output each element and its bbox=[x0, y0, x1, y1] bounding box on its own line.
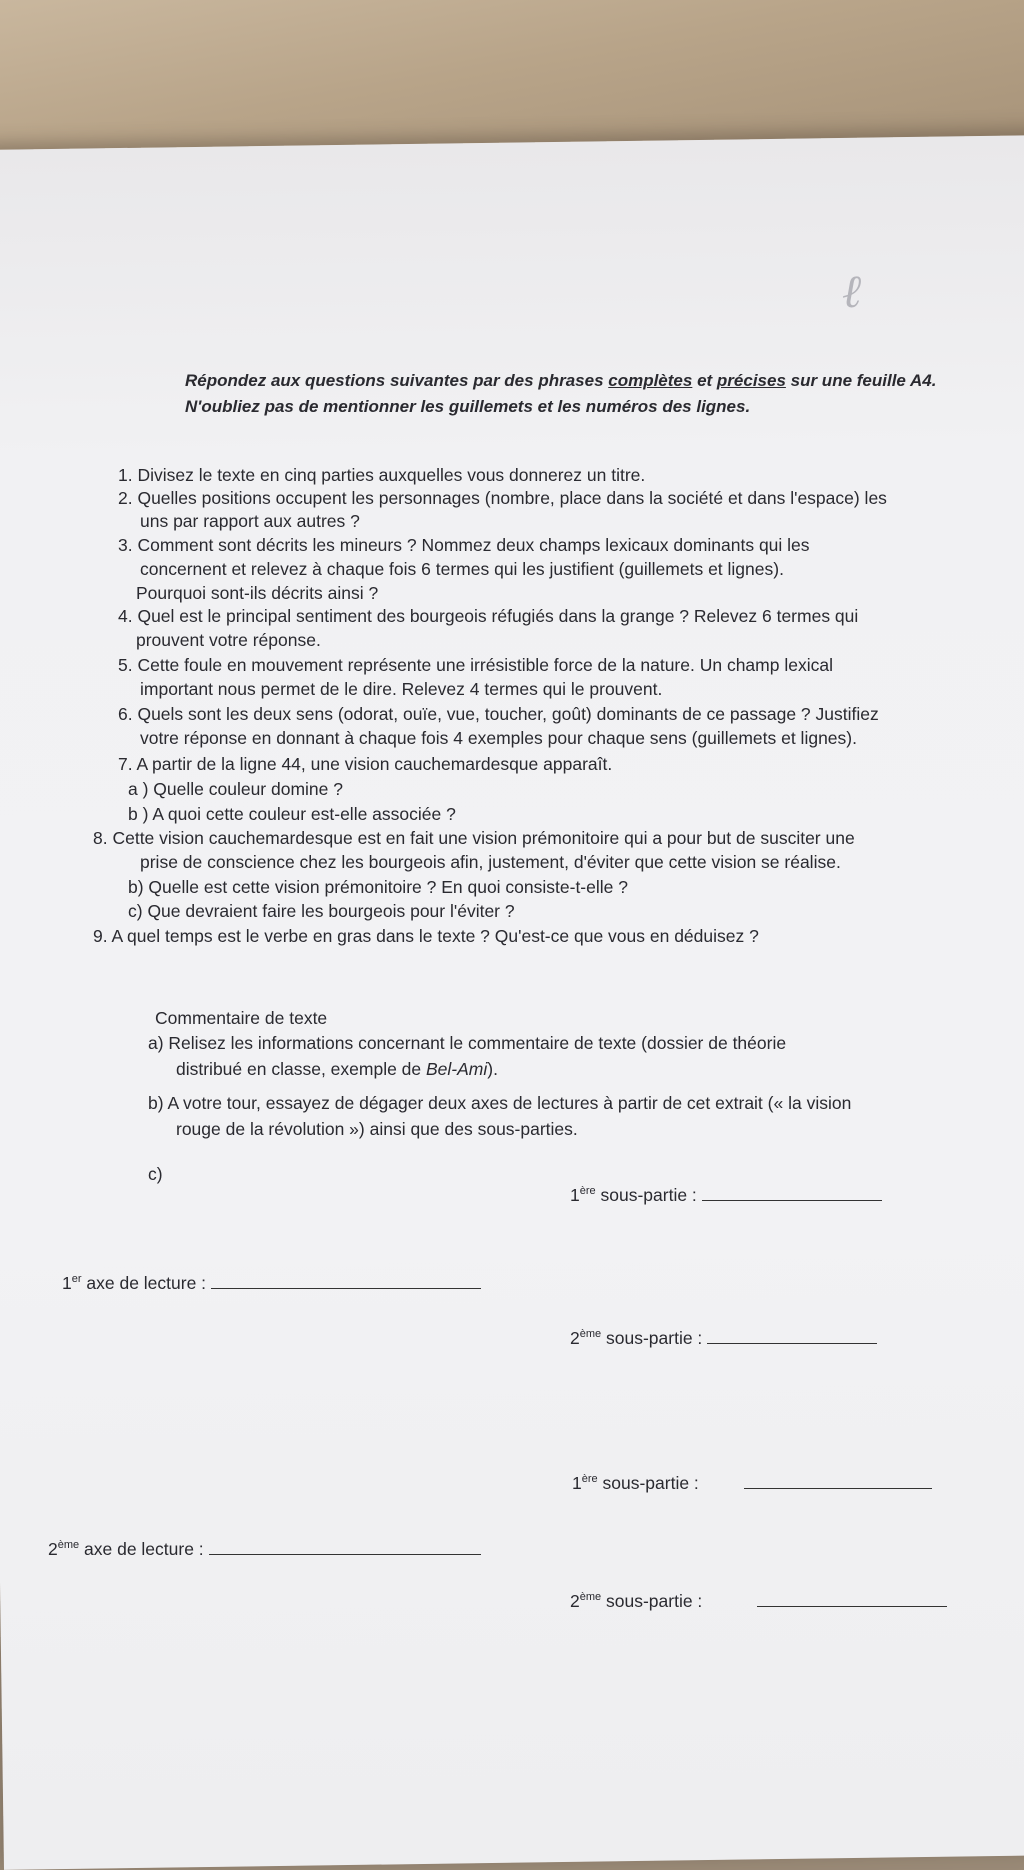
axis-2-of-reading bbox=[48, 1540, 481, 1559]
question-6-line-1: 6. Quels sont les deux sens (odorat, ouïe, vue, toucher, goût) dominants de ce passage ? Justifiez bbox=[118, 704, 879, 724]
axis-2-subpart-2 bbox=[570, 1592, 947, 1611]
ordinal-suffix: ème bbox=[57, 1539, 80, 1552]
answer-blank[interactable] bbox=[744, 1474, 932, 1489]
question-2-line-2: uns par rapport aux autres ? bbox=[140, 511, 360, 531]
question-7-b: b ) A quoi cette couleur est-elle associée ? bbox=[128, 804, 456, 824]
question-6-line-2: votre réponse en donnant à chaque fois 4 exemples pour chaque sens (guillemets et lignes). bbox=[140, 728, 857, 748]
commentary-a-book-title: Bel-Ami bbox=[426, 1059, 488, 1079]
question-8-c: c) Que devraient faire les bourgeois pour l'éviter ? bbox=[128, 901, 515, 921]
commentary-a-line-2 bbox=[176, 1061, 498, 1079]
question-7: 7. A partir de la ligne 44, une vision cauchemardesque apparaît. bbox=[118, 754, 613, 774]
axis-2-subpart-1 bbox=[572, 1474, 932, 1493]
ordinal-suffix: ème bbox=[579, 1328, 602, 1341]
commentary-b-line-2: rouge de la révolution ») ainsi que des sous-parties. bbox=[176, 1119, 578, 1139]
ordinal-suffix: ère bbox=[581, 1473, 598, 1486]
question-8-line-1: 8. Cette vision cauchemardesque est en fait une vision prémonitoire qui a pour but de susciter une bbox=[93, 828, 855, 848]
answer-blank[interactable] bbox=[757, 1592, 947, 1607]
commentary-a-line-1: a) Relisez les informations concernant le commentaire de texte (dossier de théorie bbox=[148, 1033, 787, 1053]
axis-number: 1 bbox=[62, 1273, 72, 1293]
subpart-label: sous-partie : bbox=[597, 1473, 699, 1493]
commentary-title: Commentaire de texte bbox=[155, 1008, 328, 1028]
question-5-line-1: 5. Cette foule en mouvement représente une irrésistible force de la nature. Un champ lexical bbox=[118, 655, 833, 675]
ordinal-suffix: er bbox=[71, 1273, 82, 1286]
axis-label: axe de lecture : bbox=[81, 1273, 207, 1293]
question-4-line-1: 4. Quel est le principal sentiment des bourgeois réfugiés dans la grange ? Relevez 6 termes qui bbox=[118, 606, 859, 626]
axis-number: 2 bbox=[48, 1539, 58, 1559]
subpart-label: sous-partie : bbox=[601, 1591, 703, 1611]
commentary-b-line-1: b) A votre tour, essayez de dégager deux axes de lectures à partir de cet extrait (« la vision bbox=[148, 1093, 852, 1113]
question-9: 9. A quel temps est le verbe en gras dans le texte ? Qu'est-ce que vous en déduisez ? bbox=[93, 926, 759, 946]
subpart-label: sous-partie : bbox=[595, 1185, 697, 1205]
instructions-underlined-complete: complètes bbox=[608, 371, 693, 390]
axis-1-subpart-1 bbox=[570, 1186, 882, 1205]
ordinal-suffix: ère bbox=[579, 1185, 596, 1198]
subpart-number: 1 bbox=[570, 1185, 580, 1205]
instructions-underlined-precise: précises bbox=[716, 371, 786, 390]
question-3-line-2: concernent et relevez à chaque fois 6 termes qui les justifient (guillemets et lignes). bbox=[140, 559, 784, 579]
instructions-line-1 bbox=[185, 372, 936, 389]
commentary-c: c) bbox=[148, 1164, 163, 1184]
instructions-text: Répondez aux questions suivantes par des phrases bbox=[185, 371, 609, 390]
question-3-line-3: Pourquoi sont-ils décrits ainsi ? bbox=[136, 583, 379, 603]
question-8-b: b) Quelle est cette vision prémonitoire ? En quoi consiste-t-elle ? bbox=[128, 877, 628, 897]
question-7-a: a ) Quelle couleur domine ? bbox=[128, 779, 343, 799]
question-3-line-1: 3. Comment sont décrits les mineurs ? Nommez deux champs lexicaux dominants qui les bbox=[118, 535, 810, 555]
axis-label: axe de lecture : bbox=[79, 1539, 204, 1559]
axis-1-of-reading bbox=[62, 1274, 481, 1293]
question-5-line-2: important nous permet de le dire. Relevez 4 termes qui le prouvent. bbox=[140, 679, 663, 699]
subpart-label: sous-partie : bbox=[601, 1328, 703, 1348]
axis-1-subpart-2 bbox=[570, 1329, 877, 1348]
answer-blank[interactable] bbox=[211, 1274, 481, 1289]
handwritten-mark: ℓ bbox=[842, 264, 862, 318]
answer-blank[interactable] bbox=[707, 1329, 877, 1344]
answer-blank[interactable] bbox=[702, 1186, 882, 1201]
ordinal-suffix: ème bbox=[579, 1591, 602, 1604]
question-8-line-2: prise de conscience chez les bourgeois afin, justement, d'éviter que cette vision se réalise. bbox=[140, 852, 841, 872]
commentary-a-text: distribué en classe, exemple de bbox=[176, 1059, 426, 1079]
subpart-number: 1 bbox=[572, 1473, 582, 1493]
instructions-text: et bbox=[692, 371, 717, 390]
instructions-text: sur une feuille A4. bbox=[785, 371, 937, 390]
subpart-number: 2 bbox=[570, 1591, 580, 1611]
commentary-a-text-end: ). bbox=[487, 1059, 498, 1079]
question-4-line-2: prouvent votre réponse. bbox=[136, 630, 321, 650]
subpart-number: 2 bbox=[570, 1328, 580, 1348]
question-1: 1. Divisez le texte en cinq parties auxquelles vous donnerez un titre. bbox=[118, 465, 646, 485]
answer-blank[interactable] bbox=[209, 1540, 481, 1555]
instructions-line-2: N'oubliez pas de mentionner les guillemets et les numéros des lignes. bbox=[185, 397, 751, 416]
question-2-line-1: 2. Quelles positions occupent les personnages (nombre, place dans la société et dans l'espace) les bbox=[118, 488, 887, 508]
